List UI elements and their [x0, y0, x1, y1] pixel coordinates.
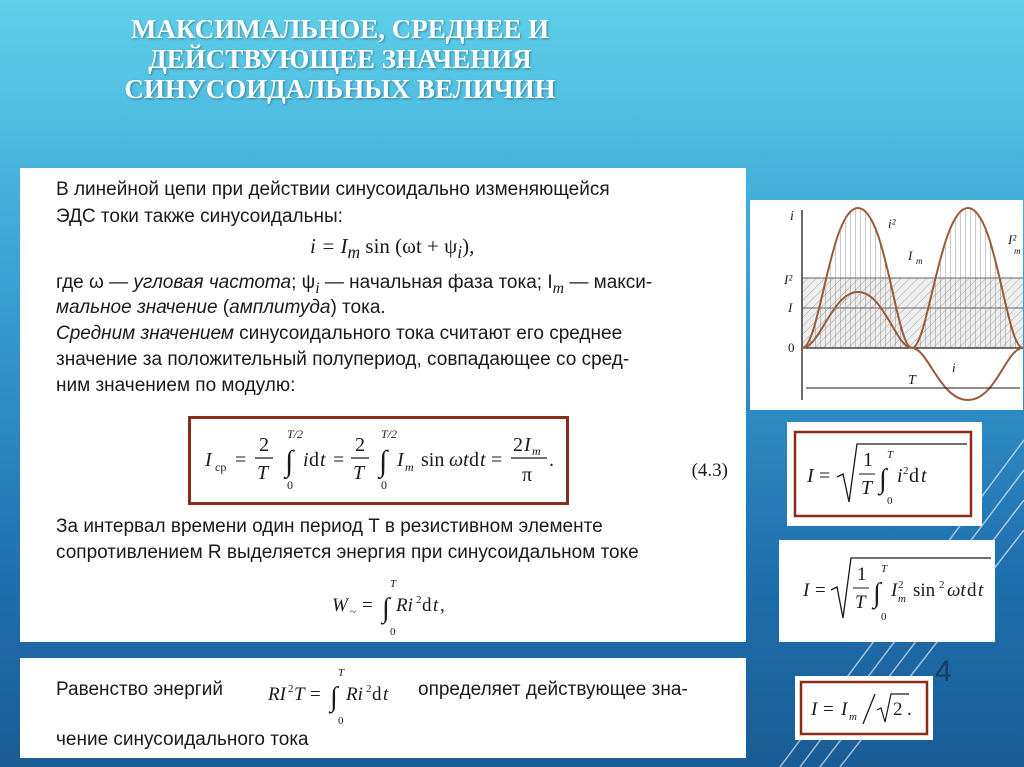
text-panel-effective: [20, 658, 746, 758]
equation-number: (4.3): [691, 460, 728, 481]
svg-text:=: =: [362, 595, 373, 616]
svg-text:=: =: [819, 465, 831, 487]
svg-text:∫: ∫: [873, 578, 881, 609]
svg-text:Ri: Ri: [396, 595, 413, 616]
svg-text:0: 0: [390, 626, 396, 638]
effective-value-formula-1: [787, 422, 982, 526]
tick-0: 0: [788, 340, 795, 355]
text-line: сопротивлением R выделяется энергия при синусоидальном токе: [56, 542, 639, 563]
tick-I: I: [788, 300, 793, 315]
svg-text:=: =: [333, 449, 345, 471]
svg-text:=: =: [310, 684, 321, 705]
svg-text:T/2: T/2: [381, 427, 398, 441]
svg-text:2: 2: [259, 434, 269, 456]
svg-text:2: 2: [939, 579, 945, 591]
label-Im-sub: m: [916, 256, 923, 266]
label-Im2-sub: m: [1014, 246, 1021, 256]
svg-text:T: T: [338, 667, 345, 679]
svg-text:=: =: [823, 699, 834, 720]
text-line: Равенство энергий: [56, 679, 223, 700]
label-Im: I: [908, 248, 913, 263]
text-line: ним значением по модулю:: [56, 375, 296, 396]
svg-text:0: 0: [381, 478, 387, 492]
svg-text:T/2: T/2: [287, 427, 304, 441]
svg-text:m: m: [849, 711, 857, 723]
axis-label-i: i: [790, 209, 794, 224]
svg-text:.: .: [549, 449, 554, 471]
text-panel-intro: [20, 168, 746, 513]
svg-text:0: 0: [887, 495, 893, 507]
energy-formula: [330, 573, 480, 639]
svg-text:0: 0: [881, 611, 887, 623]
svg-text:m: m: [898, 593, 906, 605]
tick-I2: I²: [784, 272, 793, 287]
svg-text:W: W: [332, 595, 348, 616]
svg-text:T: T: [855, 592, 866, 613]
svg-text:I: I: [841, 699, 848, 720]
svg-text:t: t: [433, 595, 439, 616]
svg-text:∫: ∫: [330, 682, 338, 713]
svg-text:RI: RI: [268, 684, 286, 705]
svg-text:2: 2: [366, 683, 372, 695]
svg-text:∫: ∫: [382, 593, 390, 624]
svg-text:0: 0: [338, 715, 344, 727]
svg-text:∫: ∫: [285, 445, 294, 478]
svg-text:d: d: [909, 465, 919, 487]
svg-text:t: t: [978, 580, 984, 601]
svg-text:1: 1: [863, 449, 873, 471]
label-i-curve: i: [952, 360, 956, 375]
svg-text:m: m: [405, 460, 414, 474]
svg-text:I: I: [811, 699, 818, 720]
effective-value-formula-2: [779, 540, 995, 642]
current-equation: $i = I_m$ $\sin (\omega t + \psi_i)$,: [310, 234, 475, 263]
svg-text:0: 0: [287, 478, 293, 492]
effective-value-formula-3: [795, 676, 933, 740]
text-line: За интервал времени один период T в резистивном элементе: [56, 516, 603, 537]
svg-text:t: t: [320, 449, 326, 471]
svg-text:I: I: [397, 449, 404, 471]
svg-text:.: .: [907, 699, 912, 720]
text-line: значение за положительный полупериод, совпадающее со сред-: [56, 349, 630, 370]
svg-text:π: π: [522, 464, 533, 486]
svg-text:T: T: [887, 449, 894, 461]
svg-text:∫: ∫: [379, 445, 388, 478]
svg-text:ωt: ωt: [449, 449, 469, 471]
svg-text:T: T: [881, 563, 888, 575]
label-Im2: I²: [1008, 232, 1017, 247]
svg-text:d: d: [422, 595, 432, 616]
slide-title: МАКСИМАЛЬНОЕ, СРЕДНЕЕ И ДЕЙСТВУЮЩЕЕ ЗНАЧЕНИЯ СИНУСОИДАЛЬНЫХ ВЕЛИЧИН: [124, 14, 556, 104]
svg-text:T: T: [294, 684, 305, 705]
svg-text:=: =: [815, 580, 826, 601]
energy-equality-formula: [266, 662, 416, 728]
svg-text:,: ,: [440, 595, 445, 616]
svg-text:i: i: [897, 465, 903, 487]
svg-text:d: d: [469, 449, 479, 471]
text-panel-energy: [20, 513, 746, 642]
svg-text:2: 2: [898, 579, 904, 591]
svg-text:Ri: Ri: [346, 684, 363, 705]
svg-text:=: =: [235, 449, 247, 471]
svg-text:t: t: [383, 684, 389, 705]
svg-text:T: T: [353, 462, 365, 484]
text-line: где ω — угловая частота; $\psi_i$ — начальная фаза тока; $I_m$ — макси-: [56, 272, 653, 297]
svg-text:2: 2: [893, 699, 903, 720]
text-line: В линейной цепи при действии синусоидально изменяющейся: [56, 179, 610, 200]
label-i2: i²: [888, 216, 896, 231]
svg-text:I: I: [524, 434, 531, 456]
svg-text:ср: ср: [215, 460, 227, 474]
svg-text:ωt: ωt: [947, 580, 966, 601]
label-T: T: [908, 373, 916, 388]
svg-text:2: 2: [355, 434, 365, 456]
svg-text:i: i: [303, 449, 309, 471]
svg-text:∫: ∫: [879, 464, 887, 495]
svg-text:t: t: [921, 465, 927, 487]
svg-text:I: I: [807, 465, 814, 487]
svg-text:1: 1: [857, 564, 867, 585]
svg-text:T: T: [257, 462, 269, 484]
text-line: ЭДС токи также синусоидальны:: [56, 206, 343, 227]
text-line: Средним значением синусоидального тока считают его среднее: [56, 323, 623, 344]
svg-text:I: I: [891, 580, 898, 601]
svg-text:sin: sin: [913, 580, 936, 601]
svg-text:sin: sin: [421, 449, 445, 471]
waveform-graph: [750, 200, 1023, 410]
svg-text:=: =: [491, 449, 503, 471]
svg-text:d: d: [309, 449, 319, 471]
svg-text:~: ~: [350, 606, 356, 618]
svg-text:I: I: [803, 580, 810, 601]
svg-text:d: d: [967, 580, 977, 601]
page-number: 4: [935, 655, 952, 688]
svg-text:t: t: [480, 449, 486, 471]
svg-text:d: d: [372, 684, 382, 705]
svg-text:T: T: [861, 477, 873, 499]
svg-text:2: 2: [903, 465, 909, 477]
average-value-formula: [188, 416, 569, 505]
text-line: мальное значение (амплитуда) тока.: [56, 297, 386, 318]
svg-text:2: 2: [288, 683, 294, 695]
svg-text:2: 2: [513, 434, 523, 456]
svg-text:2: 2: [416, 594, 422, 606]
svg-text:m: m: [532, 444, 541, 458]
text-line: чение синусоидального тока: [56, 729, 309, 750]
svg-text:T: T: [390, 578, 397, 590]
text-line: определяет действующее зна-: [418, 679, 688, 700]
svg-text:I: I: [205, 449, 212, 471]
